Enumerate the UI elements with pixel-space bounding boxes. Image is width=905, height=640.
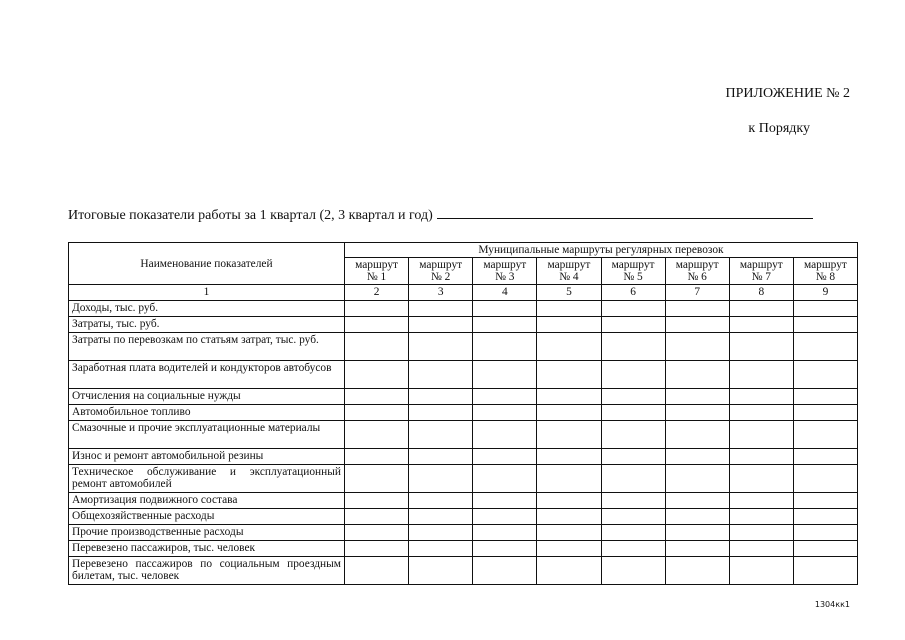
- value-cell[interactable]: [409, 525, 473, 541]
- value-cell[interactable]: [793, 525, 857, 541]
- table-row: [69, 301, 858, 317]
- value-cell[interactable]: [409, 317, 473, 333]
- value-cell[interactable]: [345, 333, 409, 361]
- indicator-name: Смазочные и прочие эксплуатационные материалы: [69, 421, 345, 449]
- value-cell[interactable]: [345, 525, 409, 541]
- value-cell[interactable]: [793, 557, 857, 585]
- route-header-label: маршрут: [355, 259, 398, 271]
- value-cell[interactable]: [665, 421, 729, 449]
- value-cell[interactable]: [793, 333, 857, 361]
- column-number-row: [69, 285, 858, 301]
- indicator-name: Амортизация подвижного состава: [69, 493, 345, 509]
- route-header: [345, 258, 409, 285]
- table-row: [69, 493, 858, 509]
- value-cell[interactable]: [345, 389, 409, 405]
- value-cell[interactable]: [601, 449, 665, 465]
- value-cell[interactable]: [537, 361, 601, 389]
- value-cell[interactable]: [409, 361, 473, 389]
- value-cell[interactable]: [665, 361, 729, 389]
- value-cell[interactable]: [729, 509, 793, 525]
- value-cell[interactable]: [409, 509, 473, 525]
- value-cell[interactable]: [345, 541, 409, 557]
- value-cell[interactable]: [793, 405, 857, 421]
- value-cell[interactable]: [537, 405, 601, 421]
- value-cell[interactable]: [729, 449, 793, 465]
- column-number: 6: [601, 285, 665, 301]
- indicator-name: Доходы, тыс. руб.: [69, 301, 345, 317]
- value-cell[interactable]: [473, 421, 537, 449]
- indicator-name: Перевезено пассажиров, тыс. человек: [69, 541, 345, 557]
- indicators-table: [68, 242, 858, 585]
- value-cell[interactable]: [665, 389, 729, 405]
- value-cell[interactable]: [537, 525, 601, 541]
- value-cell[interactable]: [345, 421, 409, 449]
- value-cell[interactable]: [793, 317, 857, 333]
- value-cell[interactable]: [601, 557, 665, 585]
- value-cell[interactable]: [601, 541, 665, 557]
- value-cell[interactable]: [601, 525, 665, 541]
- value-cell[interactable]: [793, 465, 857, 493]
- route-header-label: маршрут: [419, 259, 463, 271]
- value-cell[interactable]: [601, 465, 665, 493]
- value-cell[interactable]: [665, 333, 729, 361]
- route-header: [793, 258, 857, 285]
- indicator-name: Отчисления на социальные нужды: [69, 389, 345, 405]
- value-cell[interactable]: [345, 361, 409, 389]
- route-header: [729, 258, 793, 285]
- route-header-number: № 8: [815, 271, 836, 283]
- value-cell[interactable]: [473, 509, 537, 525]
- value-cell[interactable]: [345, 405, 409, 421]
- value-cell[interactable]: [537, 421, 601, 449]
- route-header: [473, 258, 537, 285]
- value-cell[interactable]: [793, 493, 857, 509]
- value-cell[interactable]: [409, 389, 473, 405]
- value-cell[interactable]: [665, 541, 729, 557]
- value-cell[interactable]: [665, 405, 729, 421]
- value-cell[interactable]: [793, 541, 857, 557]
- table-row: [69, 389, 858, 405]
- value-cell[interactable]: [537, 317, 601, 333]
- route-header: [601, 258, 665, 285]
- value-cell[interactable]: [473, 405, 537, 421]
- value-cell[interactable]: [729, 525, 793, 541]
- value-cell[interactable]: [473, 465, 537, 493]
- indicator-name: Затраты, тыс. руб.: [69, 317, 345, 333]
- order-reference: к Порядку: [748, 121, 810, 136]
- value-cell[interactable]: [665, 493, 729, 509]
- indicator-name: Техническое обслуживание и эксплуатационный ремонт автомобилей: [69, 465, 345, 493]
- value-cell[interactable]: [729, 301, 793, 317]
- value-cell[interactable]: [601, 333, 665, 361]
- table-body: [69, 301, 858, 585]
- indicator-name: Прочие производственные расходы: [69, 525, 345, 541]
- indicator-name: Общехозяйственные расходы: [69, 509, 345, 525]
- table-row: [69, 557, 858, 585]
- column-number: 9: [793, 285, 857, 301]
- title-blank-line: [437, 206, 813, 219]
- appendix-number: ПРИЛОЖЕНИЕ № 2: [725, 86, 850, 101]
- indicator-name: Заработная плата водителей и кондукторов автобусов: [69, 361, 345, 389]
- table-row: [69, 449, 858, 465]
- value-cell[interactable]: [793, 449, 857, 465]
- value-cell[interactable]: [601, 493, 665, 509]
- value-cell[interactable]: [601, 509, 665, 525]
- value-cell[interactable]: [537, 493, 601, 509]
- value-cell[interactable]: [793, 361, 857, 389]
- route-header: [409, 258, 473, 285]
- indicator-name: Автомобильное топливо: [69, 405, 345, 421]
- value-cell[interactable]: [345, 301, 409, 317]
- value-cell[interactable]: [345, 509, 409, 525]
- value-cell[interactable]: [665, 465, 729, 493]
- value-cell[interactable]: [537, 465, 601, 493]
- route-header: [665, 258, 729, 285]
- route-header-number: № 1: [366, 271, 387, 283]
- value-cell[interactable]: [601, 421, 665, 449]
- value-cell[interactable]: [601, 389, 665, 405]
- value-cell[interactable]: [537, 557, 601, 585]
- value-cell[interactable]: [793, 421, 857, 449]
- table-row: [69, 525, 858, 541]
- value-cell[interactable]: [601, 405, 665, 421]
- value-cell[interactable]: [793, 509, 857, 525]
- value-cell[interactable]: [729, 421, 793, 449]
- value-cell[interactable]: [537, 333, 601, 361]
- table-row: [69, 465, 858, 493]
- value-cell[interactable]: [473, 557, 537, 585]
- value-cell[interactable]: [665, 301, 729, 317]
- value-cell[interactable]: [345, 449, 409, 465]
- route-header-number: № 3: [495, 271, 515, 283]
- value-cell[interactable]: [345, 557, 409, 585]
- value-cell[interactable]: [409, 541, 473, 557]
- value-cell[interactable]: [729, 405, 793, 421]
- value-cell[interactable]: [473, 301, 537, 317]
- route-header-label: маршрут: [675, 259, 719, 271]
- value-cell[interactable]: [409, 301, 473, 317]
- table-row: [69, 509, 858, 525]
- value-cell[interactable]: [729, 361, 793, 389]
- report-title-text: Итоговые показатели работы за 1 квартал (2, 3 квартал и год): [68, 208, 433, 223]
- column-number: 7: [665, 285, 729, 301]
- report-title: [68, 206, 858, 224]
- route-header-label: маршрут: [611, 259, 655, 271]
- value-cell[interactable]: [473, 389, 537, 405]
- indicator-name: Затраты по перевозкам по статьям затрат, тыс. руб.: [69, 333, 345, 361]
- column-number: 8: [729, 285, 793, 301]
- value-cell[interactable]: [665, 525, 729, 541]
- table-row: [69, 405, 858, 421]
- column-number: 1: [69, 285, 345, 301]
- indicator-name: Перевезено пассажиров по социальным проездным билетам, тыс. человек: [69, 557, 345, 585]
- value-cell[interactable]: [409, 465, 473, 493]
- value-cell[interactable]: [537, 389, 601, 405]
- route-header: [537, 258, 601, 285]
- route-header-label: маршрут: [547, 259, 591, 271]
- table-row: [69, 317, 858, 333]
- table-row: [69, 421, 858, 449]
- value-cell[interactable]: [345, 465, 409, 493]
- value-cell[interactable]: [473, 317, 537, 333]
- indicator-name-header: Наименование показателей: [69, 243, 345, 285]
- route-header-label: маршрут: [483, 259, 527, 271]
- header-row-group: [69, 243, 858, 258]
- route-header-label: маршрут: [804, 259, 847, 271]
- value-cell[interactable]: [473, 493, 537, 509]
- route-header-number: № 5: [623, 271, 643, 283]
- value-cell[interactable]: [729, 333, 793, 361]
- value-cell[interactable]: [409, 557, 473, 585]
- value-cell[interactable]: [601, 301, 665, 317]
- table-row: [69, 361, 858, 389]
- value-cell[interactable]: [473, 449, 537, 465]
- indicator-name: Износ и ремонт автомобильной резины: [69, 449, 345, 465]
- value-cell[interactable]: [665, 557, 729, 585]
- value-cell[interactable]: [729, 493, 793, 509]
- table-row: [69, 541, 858, 557]
- value-cell[interactable]: [793, 389, 857, 405]
- value-cell[interactable]: [537, 509, 601, 525]
- value-cell[interactable]: [409, 333, 473, 361]
- value-cell[interactable]: [473, 541, 537, 557]
- value-cell[interactable]: [409, 405, 473, 421]
- value-cell[interactable]: [537, 541, 601, 557]
- column-number: 2: [345, 285, 409, 301]
- value-cell[interactable]: [665, 509, 729, 525]
- table-row: [69, 333, 858, 361]
- value-cell[interactable]: [345, 493, 409, 509]
- value-cell[interactable]: [409, 449, 473, 465]
- document-stamp: 1304кк1: [814, 600, 850, 609]
- value-cell[interactable]: [537, 301, 601, 317]
- value-cell[interactable]: [409, 421, 473, 449]
- column-number: 5: [537, 285, 601, 301]
- value-cell[interactable]: [729, 541, 793, 557]
- value-cell[interactable]: [729, 465, 793, 493]
- value-cell[interactable]: [473, 361, 537, 389]
- column-number: 4: [473, 285, 537, 301]
- value-cell[interactable]: [665, 449, 729, 465]
- value-cell[interactable]: [729, 317, 793, 333]
- route-header-label: маршрут: [739, 259, 783, 271]
- route-header-number: № 2: [430, 271, 451, 283]
- value-cell[interactable]: [409, 493, 473, 509]
- column-number: 3: [409, 285, 473, 301]
- route-header-number: № 7: [751, 271, 772, 283]
- value-cell[interactable]: [729, 389, 793, 405]
- route-header-number: № 4: [559, 271, 579, 283]
- value-cell[interactable]: [601, 361, 665, 389]
- value-cell[interactable]: [473, 525, 537, 541]
- value-cell[interactable]: [537, 449, 601, 465]
- value-cell[interactable]: [729, 557, 793, 585]
- routes-group-header: Муниципальные маршруты регулярных перевозок: [345, 243, 858, 258]
- value-cell[interactable]: [601, 317, 665, 333]
- value-cell[interactable]: [345, 317, 409, 333]
- route-header-number: № 6: [687, 271, 707, 283]
- value-cell[interactable]: [793, 301, 857, 317]
- value-cell[interactable]: [473, 333, 537, 361]
- value-cell[interactable]: [665, 317, 729, 333]
